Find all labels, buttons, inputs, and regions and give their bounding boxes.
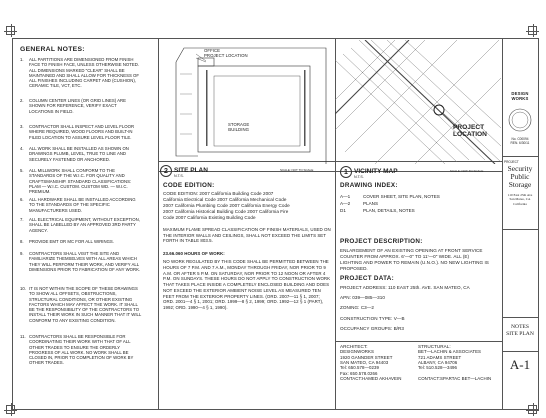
title-divider	[502, 229, 538, 230]
site-plan-caption	[160, 165, 335, 179]
structural-line: CONTACT:SPARTAC BET—LACHIN	[418, 376, 492, 382]
code-edition-title: CODE EDITION:	[163, 182, 215, 189]
occupancy-groups: OCCUPANCY GROUPS: B/R3	[340, 325, 404, 331]
architect-heading: ARCHITECT:	[340, 344, 368, 349]
drawing-description: COVER SHEET, SITE PLAN, NOTES	[363, 194, 440, 199]
vicinity-project-location-label: PROJECT LOCATION	[453, 124, 487, 139]
general-note-text: COLUMN CENTER LINES (OR GRID LINES) ARE SHOWN FOR REFERENCE, VERIFY EXACT LOCATIONS IN FIELD.	[29, 98, 126, 114]
license-info	[504, 137, 536, 145]
structural-line: Tel: 510.528—3496	[418, 365, 457, 371]
site-plan	[158, 44, 334, 164]
architect-line: DESIGNWORKS	[340, 349, 374, 355]
title-divider	[502, 156, 538, 157]
architect-line: 1920 GANNDER STREET	[340, 354, 393, 360]
drawing-code: A—2	[340, 201, 351, 206]
site-plan-title: SITE PLAN	[174, 167, 208, 174]
general-note-item	[20, 168, 142, 194]
general-note-number: 9.	[20, 251, 24, 256]
firm-logo	[504, 91, 536, 101]
general-note-text: ALL PARTITIONS ARE DIMENSIONED FROM FINISH FACE TO FINISH FACE, UNLESS OTHERWISE NOTED. ALL DIMENSIONS MARKED "CLEAR" SHALL BE MAINTAINED AND SHALL ALLOW FOR THICKNESS OF ALL FINISHES INCLUDING CARPET AND (CUSHION), CERAMIC TILE, VCT, ETC.	[29, 57, 140, 89]
general-note-number: 1.	[20, 57, 24, 62]
hours-of-work-text: NO WORK REGULATED BY THIS CODE SHALL BE PERMITTED BETWEEN THE HOURS OF 7 P.M. AND 7 A.M., MONDAY THROUGH FRIDAY, NOR PRIOR TO 9 A.M. OR AFTER 5 P.M. ON SATURDAY, NOR PRIOR TO 12 NOON OR AFTER 4 P.M. ON SUNDAYS. THESE HOURS DO NOT APPLY TO CONSTRUCTION WORK THAT TAKES PLACE INSIDE A COMPLETELY ENCLOSED BUILDING AND DOES NOT EXCEED THE EXTERIOR AMBIENT NOISE LEVEL AS MEASURED TEN FEET FROM THE EXTERIOR PROPERTY LINES. (ORD. 2007—11 § 1, 2007; ORD. 2001—4 § 1, 2001; ORD. 1999—8 § 2, 1999; ORD. 1992—12 § 1 (PART), 1992; ORD. 1990—4 § 1, 1990).	[163, 259, 331, 310]
project-name-line: Public	[510, 172, 530, 182]
site-plan-drawing	[158, 44, 334, 164]
project-name	[502, 165, 538, 206]
title-divider	[502, 317, 538, 318]
vicinity-map-number: 1	[340, 166, 352, 178]
project-data	[340, 275, 490, 331]
project-name-line: Storage	[508, 180, 532, 190]
general-notes-title: GENERAL NOTES:	[20, 46, 85, 53]
project-label: PROJECT	[504, 160, 519, 164]
license-number: No. C00094	[511, 137, 529, 141]
site-project-location-label: PROJECT LOCATION	[204, 53, 248, 58]
sheet-title-line: NOTES	[510, 324, 530, 330]
general-note-text: PROVIDE EMT OR MC FOR ALL WIRINGS.	[29, 239, 114, 244]
office-label: OFFICE	[204, 48, 221, 53]
vicinity-map-title: VICINITY MAP	[354, 168, 398, 175]
general-note-number: 10.	[20, 286, 26, 291]
code-edition	[163, 182, 331, 311]
general-note-text: ALL ELECTRICAL EQUIPMENT, WITHOUT EXCEPTION, SHALL BE LABELLED BY AN APPROVED 3RD PARTY AGENCY.	[29, 217, 140, 233]
code-edition-line: California Electrical Code 2007 California Mechanical Code	[163, 197, 287, 202]
architect-line: Fax: 650.578.0266	[340, 370, 378, 376]
architect-block	[340, 344, 412, 382]
general-note-item	[20, 98, 142, 114]
architect-line: CONTACT:HAMED AKHAVEIN	[340, 376, 402, 382]
general-note-text: CONTRACTOR SHALL INSPECT AND LEVEL FLOOR WHERE REQUIRED, WOOD FLOORS AND BUILT-IN FILED LOCATION TO ASSURE LEVEL FLOOR TILE.	[29, 124, 135, 140]
title-block	[502, 39, 538, 409]
vicinity-map-scale: N.T.S.	[354, 175, 364, 179]
general-note-number: 11.	[20, 334, 26, 339]
structural-line: BET—LACHIN & ASSOCIATES	[418, 349, 482, 355]
structural-heading: STRUCTURAL:	[418, 344, 451, 349]
code-edition-line: CODE EDITION: 2007 California Building Code 2007	[163, 191, 274, 196]
general-note-text: ALL HARDWARE SHALL BE INSTALLED ACCORDING TO THE STANDARDS OF THE SPECIFIC MANUFACTURERS USED.	[29, 197, 136, 213]
project-description-text: ENLARGEMENT OF AN EXISTING OPENING AT FRONT SERVICE COUNTER FROM APPROX. 6'—0" TO 11'—0" WIDE. ALL (E) LIGHTING AND POWER TO REMAIN (U.N.O.). NO NEW LIGHTING IS PROPOSED.	[340, 248, 489, 271]
project-address-line: San Mateo, CA	[509, 197, 531, 202]
general-note-text: ALL MILLWORK SHALL CONFORM TO THE STANDARDS OF THE W.I.C. FOR QUALITY AND CRAFTSMANSHIP. STANDARD CLASSIFICATIONS: PLAM — W.I.C. CUSTOM. CUSTOM WD. — W.I.C. PREMIUM.	[29, 168, 132, 195]
registration-mark	[528, 26, 537, 35]
general-note-item	[20, 124, 142, 140]
construction-type: CONSTRUCTION TYPE: V—B	[340, 315, 405, 321]
structural-line: 721 ADAMS STREET	[418, 354, 462, 360]
drawing-description: PLANS	[363, 201, 379, 206]
hours-of-work-title: 23.66.060 HOURS OF WORK:	[163, 251, 225, 257]
site-plan-scale-note: SCALE: NOT TO SCALE	[280, 168, 314, 172]
architect-line: SAN MATEO, CA 94403	[340, 360, 389, 366]
drawing-index-row	[340, 207, 490, 214]
code-edition-line: 2007 California Historical Building Code 2007 California Fire	[163, 209, 289, 214]
general-note-item	[20, 146, 142, 162]
general-note-item	[20, 57, 142, 89]
flame-spread-note: MAXIMUM FLAME SPREAD CLASSIFICATION OF FINISH MATERIALS, USED ON THE INTERIOR WALLS AND CEILINGS, SHALL NOT EXCEED THE LIMITS SET FORTH IN TABLE 803.5.	[163, 227, 331, 244]
project-description	[340, 238, 490, 272]
general-note-number: 3.	[20, 124, 24, 129]
license-renewal: REN. 6/30/11	[510, 141, 530, 145]
drawing-index-row	[340, 193, 490, 200]
general-note-item	[20, 197, 142, 213]
sheet-title-line: SITE PLAN	[506, 331, 534, 337]
general-note-text: CONTRACTORS SHALL VISIT THE SITE AND FAMILIARIZE THEMSELVES WITH ALL AREAS WHICH THEY WILL PERFORM THEIR WORK, AND VERIFY ALL DIMENSIONS PRIOR TO FABRICATION OF ANY WORK.	[29, 251, 141, 272]
site-plan-scale: N.T.S.	[174, 174, 184, 178]
building-label: STORAGE BUILDING	[228, 122, 250, 133]
vicinity-map-scale-note: SCALE: NOT TO SCALE	[450, 169, 484, 173]
firm-name: WORKS	[511, 96, 529, 101]
vicinity-map-caption	[340, 166, 490, 180]
project-address-line: 110 East 25th Ave	[507, 192, 533, 197]
drawing-code: A—1	[340, 194, 351, 199]
project-data-title: PROJECT DATA:	[340, 275, 395, 282]
project-address-line: California	[513, 201, 527, 206]
structural-block	[418, 344, 494, 382]
general-note-number: 2.	[20, 98, 24, 103]
general-note-text: IT IS NOT WITHIN THE SCOPE OF THESE DRAWINGS TO SHOW ALL OFFSETS, OBSTRUCTIONS, STRUCTURAL CONDITIONS, OR OTHER EXISTING FACTORS WHICH MAY AFFECT THE WORK. IT SHALL BE THE RESPONSIBILITY OF THE CONTRACTORS TO INSTALL THEIR WORK IN SUCH MANNER THAT IT WILL CONFORM TO ANY EXISTING CONDITION.	[29, 286, 142, 323]
row-divider	[335, 341, 502, 342]
architect-line: Tel: 650.578—0239	[340, 365, 379, 371]
general-note-item	[20, 286, 142, 323]
code-edition-lines	[163, 191, 331, 221]
project-name-line: Security	[507, 164, 533, 173]
general-notes	[20, 46, 152, 406]
general-note-number: 7.	[20, 217, 24, 222]
registration-mark	[6, 26, 15, 35]
drawing-index-row	[340, 200, 490, 207]
general-note-number: 6.	[20, 197, 24, 202]
general-note-text: ALL WORK SHALL BE INSTALLED AS SHOWN ON DRAWINGS PLUMB, LEVEL, TRUE TO LINE AND SECURELY FASTENED OR ANCHORED.	[29, 146, 129, 162]
general-note-item	[20, 217, 142, 233]
project-apn: APN: 039—085—310	[340, 295, 385, 301]
project-description-title: PROJECT DESCRIPTION:	[340, 238, 423, 245]
general-note-item	[20, 251, 142, 272]
drawing-code: D1	[340, 208, 346, 213]
general-note-number: 4.	[20, 146, 24, 151]
drawing-index	[340, 182, 490, 214]
project-address: PROJECT ADDRESS: 110 EAST 25th. AVE. SAN MATEO, CA	[340, 285, 470, 290]
site-plan-number: 2	[160, 165, 172, 177]
sheet-title	[502, 324, 538, 338]
firm-name: DESIGN	[511, 91, 529, 96]
project-zoning: ZONING: C3—2	[340, 305, 375, 311]
structural-line: ALBANY, CA 94706	[418, 360, 458, 366]
code-edition-line: 2007 California Plumbing Code 2007 California Energy Code	[163, 203, 290, 208]
sheet-number: A-1	[509, 357, 531, 372]
general-note-text: CONTRACTORS SHALL BE RESPONSIBLE FOR COORDINATING THEIR WORK WITH THAT OF ALL OTHER TRADES TO ENSURE THE ORDERLY PROGRESS OF ALL WORK. NO WORK SHALL BE CLOSED IN, PRIOR TO COMPLETION OF WORK BY OTHER TRADES.	[29, 334, 134, 366]
drawing-description: PLAN, DETAILS, NOTES	[363, 208, 415, 213]
general-note-number: 8.	[20, 239, 24, 244]
drawing-index-title: DRAWING INDEX:	[340, 182, 398, 189]
code-edition-line: Code 2007 California Existing Building Code	[163, 215, 256, 220]
general-note-number: 5.	[20, 168, 24, 173]
title-divider	[502, 351, 538, 352]
general-note-item	[20, 334, 142, 366]
architect-seal	[507, 105, 533, 135]
vicinity-map	[335, 40, 501, 164]
general-note-item	[20, 239, 142, 244]
vicinity-map-drawing	[335, 40, 501, 164]
